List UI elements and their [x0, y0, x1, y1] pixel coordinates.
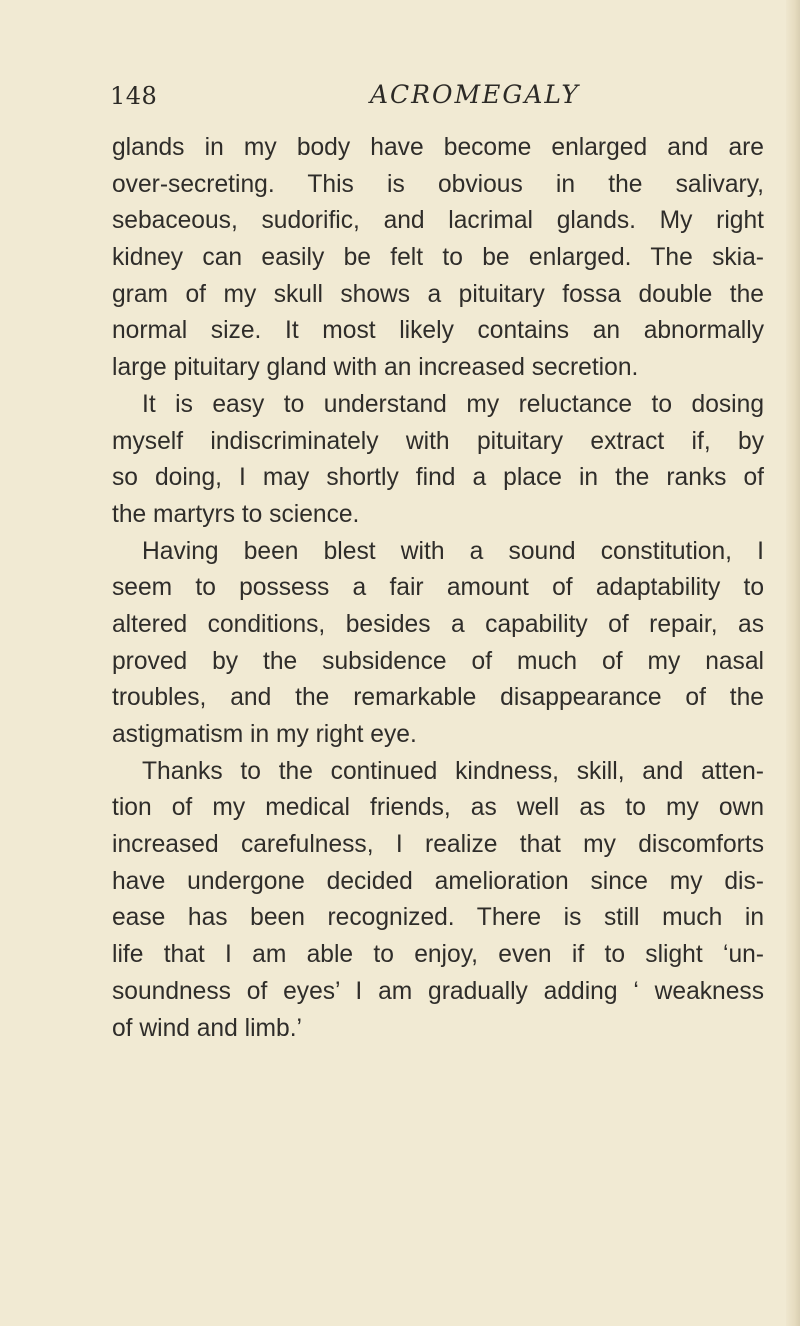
text-line: astigmatism in my right eye. — [112, 721, 417, 748]
paragraph — [112, 534, 764, 754]
page-edge-shadow — [786, 0, 800, 1326]
text-line: increased carefulness, I realize that my discomforts — [112, 831, 764, 859]
text-line: altered conditions, besides a capability of repair, as — [112, 610, 764, 638]
text-line: seem to possess a fair amount of adaptability to — [112, 574, 764, 602]
text-line: gram of my skull shows a pituitary fossa double the — [112, 280, 764, 308]
text-line: the martyrs to science. — [112, 500, 360, 528]
text-line: so doing, I may shortly find a place in the ranks of — [112, 464, 764, 492]
paragraph — [112, 387, 764, 534]
text-line: of wind and limb.’ — [112, 1014, 303, 1042]
text-line: sebaceous, sudorific, and lacrimal glands. My right — [112, 207, 764, 235]
text-line: kidney can easily be felt to be enlarged. The skia- — [112, 244, 764, 272]
text-line: proved by the subsidence of much of my nasal — [112, 647, 764, 675]
text-line: Thanks to the continued kindness, skill, and atten- — [142, 757, 764, 785]
text-line: life that I am able to enjoy, even if to slight ‘un- — [112, 941, 764, 969]
running-head — [110, 76, 760, 116]
text-line: myself indiscriminately with pituitary extract if, by — [112, 427, 764, 455]
body-text — [112, 130, 764, 1047]
text-line: over-secreting. This is obvious in the salivary, — [112, 170, 764, 198]
running-title: ACROMEGALY — [370, 80, 580, 109]
page-number: 148 — [110, 82, 158, 110]
text-line: tion of my medical friends, as well as to my own — [112, 794, 764, 822]
text-line: soundness of eyes’ I am gradually adding ‘ weakness — [112, 977, 764, 1005]
text-line: Having been blest with a sound constitution, I — [142, 537, 764, 565]
text-line: large pituitary gland with an increased secretion. — [112, 354, 639, 382]
text-line: have undergone decided amelioration since my dis- — [112, 867, 764, 895]
paragraph — [112, 754, 764, 1048]
text-line: glands in my body have become enlarged and are — [112, 134, 764, 161]
paragraph — [112, 130, 764, 387]
text-line: ease has been recognized. There is still much in — [112, 904, 764, 932]
text-line: It is easy to understand my reluctance to dosing — [142, 390, 764, 418]
text-line: normal size. It most likely contains an abnormally — [112, 317, 764, 345]
text-line: troubles, and the remarkable disappearance of the — [112, 684, 764, 712]
